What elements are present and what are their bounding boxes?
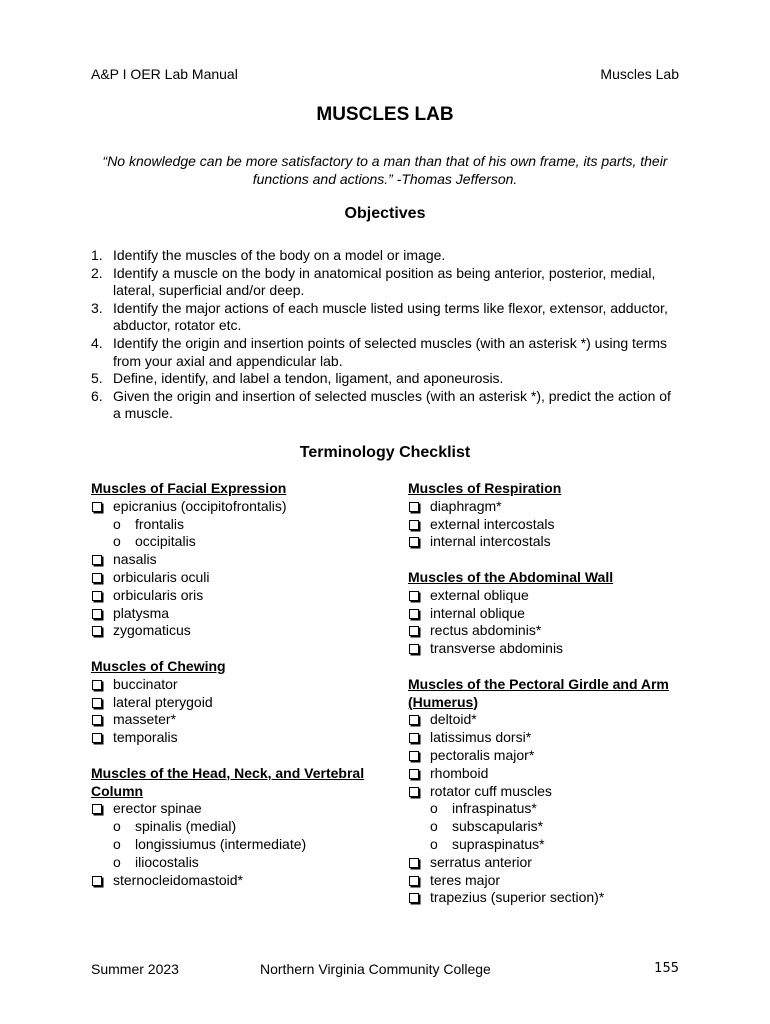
checklist-item-label: deltoid* [430, 711, 477, 728]
checklist-section [408, 480, 698, 551]
objective-item [91, 388, 681, 423]
checkbox-icon[interactable] [92, 555, 102, 565]
checklist-item-label: transverse abdominis [430, 640, 564, 657]
checklist-item[interactable] [408, 587, 698, 605]
checkbox-icon[interactable] [409, 769, 419, 779]
checklist-section [408, 569, 698, 658]
hollow-bullet-icon: o [113, 818, 121, 835]
page-number: 155 [654, 961, 679, 976]
checklist-subitem-label: longissiumus (intermediate) [135, 835, 307, 852]
section-title: Muscles of the Pectoral Girdle and Arm (Humerus) [408, 675, 669, 710]
objective-number: 2. [91, 264, 103, 281]
checklist-item-label: erector spinae [113, 800, 202, 817]
checkbox-icon[interactable] [92, 573, 102, 583]
footer-term: Summer 2023 [91, 961, 179, 977]
checklist-item[interactable] [408, 747, 698, 765]
objective-number: 5. [91, 370, 103, 387]
checkbox-icon[interactable] [409, 893, 419, 903]
checklist-item-label: zygomaticus [113, 622, 191, 639]
checkbox-icon[interactable] [92, 698, 102, 708]
checklist-item[interactable] [408, 516, 698, 534]
running-header-left: A&P I OER Lab Manual [91, 66, 238, 82]
checkbox-icon[interactable] [92, 733, 102, 743]
checklist-item-label: external oblique [430, 586, 529, 603]
section-title: Muscles of the Head, Neck, and Vertebral Column [91, 764, 365, 799]
hollow-bullet-icon: o [113, 853, 121, 870]
checklist-item[interactable] [91, 605, 381, 623]
checklist-heading: Terminology Checklist [299, 444, 471, 461]
checklist-subitem [91, 516, 381, 534]
checklist-item[interactable] [408, 498, 698, 516]
objective-number: 3. [91, 299, 103, 316]
section-title: Muscles of the Abdominal Wall [408, 568, 614, 585]
checklist-item[interactable] [91, 800, 381, 818]
checklist-subitem-label: frontalis [135, 515, 185, 532]
objective-text: Identify the origin and insertion points of selected muscles (with an asterisk *) using terms from your axial and appendicular lab. [113, 334, 668, 369]
page-title: MUSCLES LAB [316, 104, 454, 125]
checklist-item[interactable] [91, 711, 381, 729]
checkbox-icon[interactable] [92, 609, 102, 619]
checkbox-icon[interactable] [409, 502, 419, 512]
checkbox-icon[interactable] [409, 537, 419, 547]
checklist-subitem-label: supraspinatus* [452, 835, 545, 852]
checkbox-icon[interactable] [409, 626, 419, 636]
objective-text: Define, identify, and label a tendon, ligament, and aponeurosis. [113, 370, 504, 387]
checklist-item[interactable] [408, 765, 698, 783]
checklist-item-label: rotator cuff muscles [430, 782, 552, 799]
checklist-item[interactable] [91, 622, 381, 640]
checklist-subitem-label: occipitalis [135, 533, 196, 550]
objective-number: 1. [91, 247, 103, 263]
checklist-item-label: buccinator [113, 675, 178, 692]
objective-text: Identify the major actions of each muscle listed using terms like flexor, extensor, adductor, abductor, rotator etc. [113, 299, 668, 334]
checkbox-icon[interactable] [92, 876, 102, 886]
checkbox-icon[interactable] [409, 644, 419, 654]
checklist-item-label: masseter* [113, 711, 177, 728]
checklist-item-label: external intercostals [430, 515, 555, 532]
checkbox-icon[interactable] [409, 591, 419, 601]
checklist-item[interactable] [408, 854, 698, 872]
checklist-subitem [408, 818, 698, 836]
checkbox-icon[interactable] [92, 626, 102, 636]
checklist-item[interactable] [91, 694, 381, 712]
objective-text: Identify a muscle on the body in anatomical position as being anterior, posterior, medial, lateral, superficial and/or deep. [113, 264, 656, 299]
checklist-item[interactable] [408, 711, 698, 729]
checklist-item-label: rhomboid [430, 764, 489, 781]
checklist-section [91, 658, 381, 747]
checklist-subitem-label: iliocostalis [135, 853, 199, 870]
checklist-left-column [91, 480, 381, 907]
checklist-item-label: internal intercostals [430, 533, 551, 550]
checkbox-icon[interactable] [409, 520, 419, 530]
checklist-subitem [408, 836, 698, 854]
hollow-bullet-icon: o [430, 835, 438, 852]
checklist-item[interactable] [408, 889, 698, 907]
objective-number: 4. [91, 334, 103, 351]
checklist-item[interactable] [91, 498, 381, 516]
checklist-subitem [91, 854, 381, 872]
objective-item [91, 247, 681, 265]
objective-item [91, 370, 681, 388]
section-title: Muscles of Chewing [91, 657, 226, 674]
hollow-bullet-icon: o [430, 800, 438, 817]
checklist-item[interactable] [408, 533, 698, 551]
objectives-list [91, 247, 681, 423]
checkbox-icon[interactable] [92, 804, 102, 814]
checkbox-icon[interactable] [92, 591, 102, 601]
checklist-item-label: orbicularis oculi [113, 568, 210, 585]
checkbox-icon[interactable] [409, 733, 419, 743]
checklist-item-label: diaphragm* [430, 497, 502, 514]
objective-text: Given the origin and insertion of selected muscles (with an asterisk *), predict the action of a muscle. [113, 387, 671, 422]
footer-institution: Northern Virginia Community College [260, 961, 491, 977]
checklist-item-label: trapezius (superior section)* [430, 889, 605, 906]
checklist-item-label: pectoralis major* [430, 746, 535, 763]
checkbox-icon[interactable] [409, 787, 419, 797]
checklist-item[interactable] [91, 551, 381, 569]
checkbox-icon[interactable] [409, 858, 419, 868]
checklist-item-label: internal oblique [430, 604, 525, 621]
checkbox-icon[interactable] [409, 876, 419, 886]
checklist-item-label: nasalis [113, 551, 157, 568]
checklist-section [91, 480, 381, 640]
checklist-item[interactable] [91, 676, 381, 694]
checklist-subitem [91, 836, 381, 854]
objectives-heading: Objectives [344, 205, 426, 222]
checklist-section [91, 765, 381, 890]
checklist-item[interactable] [408, 729, 698, 747]
checklist-subitem [91, 818, 381, 836]
checklist-section [408, 676, 698, 907]
checklist-item-label: serratus anterior [430, 853, 532, 870]
hollow-bullet-icon: o [430, 818, 438, 835]
hollow-bullet-icon: o [113, 835, 121, 852]
checklist-item[interactable] [408, 872, 698, 890]
checklist-right-column [408, 480, 698, 925]
section-title: Muscles of Facial Expression [91, 480, 287, 496]
checkbox-icon[interactable] [409, 751, 419, 761]
checklist-subitem-label: infraspinatus* [452, 800, 537, 817]
checklist-subitem-label: subscapularis* [452, 818, 544, 835]
objective-item [91, 265, 681, 300]
hollow-bullet-icon: o [113, 533, 121, 550]
section-title: Muscles of Respiration [408, 480, 562, 496]
checklist-item[interactable] [408, 640, 698, 658]
objective-text: Identify the muscles of the body on a model or image. [113, 247, 446, 263]
checklist-item[interactable] [408, 783, 698, 801]
objective-item [91, 300, 681, 335]
checklist-item[interactable] [91, 872, 381, 890]
checklist-subitem [91, 533, 381, 551]
epigraph-quote: “No knowledge can be more satisfactory to a man than that of his own frame, its parts, their functions and actions.” -Thomas Jefferson. [102, 153, 668, 187]
checklist-item[interactable] [91, 729, 381, 747]
checklist-subitem [408, 800, 698, 818]
checklist-item[interactable] [408, 622, 698, 640]
checklist-item-label: platysma [113, 604, 170, 621]
checklist-item-label: teres major [430, 871, 501, 888]
checkbox-icon[interactable] [92, 502, 102, 512]
hollow-bullet-icon: o [113, 515, 121, 532]
objective-item [91, 335, 681, 370]
checkbox-icon[interactable] [409, 609, 419, 619]
checklist-item-label: orbicularis oris [113, 586, 204, 603]
checklist-item[interactable] [91, 587, 381, 605]
checkbox-icon[interactable] [409, 715, 419, 725]
objective-number: 6. [91, 387, 103, 404]
checkbox-icon[interactable] [92, 680, 102, 690]
running-header-right: Muscles Lab [600, 66, 679, 82]
checkbox-icon[interactable] [92, 715, 102, 725]
checklist-item-label: sternocleidomastoid* [113, 871, 243, 888]
checklist-item-label: rectus abdominis* [430, 622, 542, 639]
checklist-item-label: temporalis [113, 729, 178, 746]
checklist-item-label: lateral pterygoid [113, 693, 213, 710]
checklist-item-label: epicranius (occipitofrontalis) [113, 497, 287, 514]
checklist-item[interactable] [408, 605, 698, 623]
checklist-item-label: latissimus dorsi* [430, 729, 532, 746]
checklist-subitem-label: spinalis (medial) [135, 818, 237, 835]
checklist-item[interactable] [91, 569, 381, 587]
